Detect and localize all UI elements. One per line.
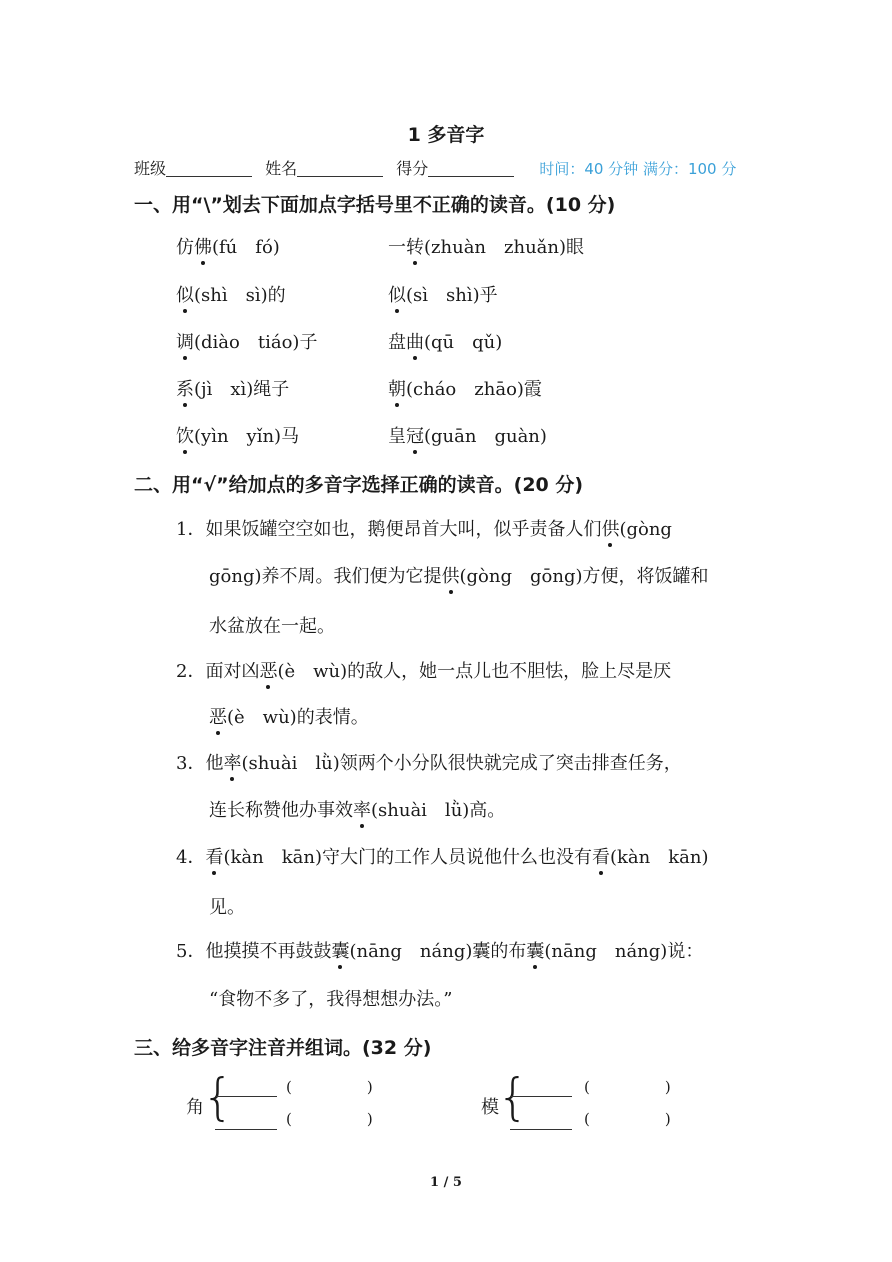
section1-item: 仿佛(fú fó) xyxy=(176,233,280,259)
dotted-char: 供 xyxy=(442,562,460,588)
dotted-char: 似 xyxy=(176,281,194,307)
section1-item: 似(shì sì)的 xyxy=(176,281,286,307)
dotted-char: 恶 xyxy=(209,703,227,729)
name-blank[interactable] xyxy=(297,160,383,177)
q3-line2: 连长称赞他办事效率(shuài lǜ)高。 xyxy=(209,796,505,822)
timing-info: 时间：40 分钟 满分：100 分 xyxy=(539,160,737,178)
section1-item: 饮(yìn yǐn)马 xyxy=(176,422,299,448)
answer-paren[interactable]: ( ) xyxy=(584,1078,671,1096)
q1-line2: gōng)养不周。我们便为它提供(gòng gōng)方便，将饭罐和 xyxy=(209,562,709,588)
q1-line3: 水盆放在一起。 xyxy=(209,616,335,637)
dotted-char: 曲 xyxy=(406,328,424,354)
page-number: 1 / 5 xyxy=(430,1175,462,1190)
dotted-char: 朝 xyxy=(388,375,406,401)
q4-line1: 4．看(kàn kān)守大门的工作人员说他什么也没有看(kàn kān) xyxy=(176,843,708,869)
info-row xyxy=(134,156,736,179)
q2-line2: 恶(è wù)的表情。 xyxy=(209,703,369,729)
section2-heading: 二、用“√”给加点的多音字选择正确的读音。(20 分) xyxy=(134,474,584,496)
name-label: 姓名 xyxy=(265,159,298,178)
dotted-char: 冠 xyxy=(406,422,424,448)
dotted-char: 看 xyxy=(205,843,223,869)
dotted-char: 恶 xyxy=(259,657,277,683)
class-label: 班级 xyxy=(134,159,167,178)
section1-item: 朝(cháo zhāo)霞 xyxy=(388,375,542,401)
brace-icon: { xyxy=(202,1068,234,1126)
polyphone-char: 角 xyxy=(186,1097,204,1118)
q1-line1: 1．如果饭罐空空如也，鹅便昂首大叫，似乎责备人们供(gòng xyxy=(176,515,672,541)
section1-item: 一转(zhuàn zhuǎn)眼 xyxy=(388,233,584,259)
section1-heading: 一、用“\”划去下面加点字括号里不正确的读音。(10 分) xyxy=(134,194,616,216)
dotted-char: 率 xyxy=(353,796,371,822)
q2-line1: 2．面对凶恶(è wù)的敌人，她一点儿也不胆怯，脸上尽是厌 xyxy=(176,657,671,683)
dotted-char: 似 xyxy=(388,281,406,307)
section1-item: 系(jì xì)绳子 xyxy=(176,375,289,401)
score-label: 得分 xyxy=(396,159,429,178)
dotted-char: 率 xyxy=(223,749,241,775)
section1-item: 似(sì shì)乎 xyxy=(388,281,498,307)
dotted-char: 调 xyxy=(176,328,194,354)
polyphone-char: 模 xyxy=(481,1097,499,1118)
section3-heading: 三、给多音字注音并组词。(32 分) xyxy=(134,1037,432,1059)
dotted-char: 佛 xyxy=(194,233,212,259)
answer-line[interactable] xyxy=(215,1095,277,1097)
class-blank[interactable] xyxy=(166,160,252,177)
dotted-char: 饮 xyxy=(176,422,194,448)
dotted-char: 转 xyxy=(406,233,424,259)
answer-paren[interactable]: ( ) xyxy=(584,1110,671,1128)
answer-line[interactable] xyxy=(215,1128,277,1130)
q5-line2: “食物不多了，我得想想办法。” xyxy=(209,989,453,1010)
dotted-char: 看 xyxy=(592,843,610,869)
dotted-char: 系 xyxy=(176,375,194,401)
q5-line1: 5．他摸摸不再鼓鼓囊(nāng náng)囊的布囊(nāng náng)说： xyxy=(176,937,703,963)
dotted-char: 囊 xyxy=(526,937,544,963)
dotted-char: 供 xyxy=(601,515,619,541)
brace-icon: { xyxy=(497,1068,529,1126)
score-blank[interactable] xyxy=(428,160,514,177)
answer-paren[interactable]: ( ) xyxy=(286,1078,373,1096)
section1-item: 皇冠(guān guàn) xyxy=(388,422,547,448)
answer-paren[interactable]: ( ) xyxy=(286,1110,373,1128)
q4-line2: 见。 xyxy=(209,897,245,918)
answer-line[interactable] xyxy=(510,1095,572,1097)
answer-line[interactable] xyxy=(510,1128,572,1130)
page-title: 1 多音字 xyxy=(407,124,485,146)
section1-item: 调(diào tiáo)子 xyxy=(176,328,317,354)
dotted-char: 囊 xyxy=(331,937,349,963)
section1-item: 盘曲(qū qǔ) xyxy=(388,328,502,354)
q3-line1: 3．他率(shuài lǜ)领两个小分队很快就完成了突击排查任务， xyxy=(176,749,682,775)
